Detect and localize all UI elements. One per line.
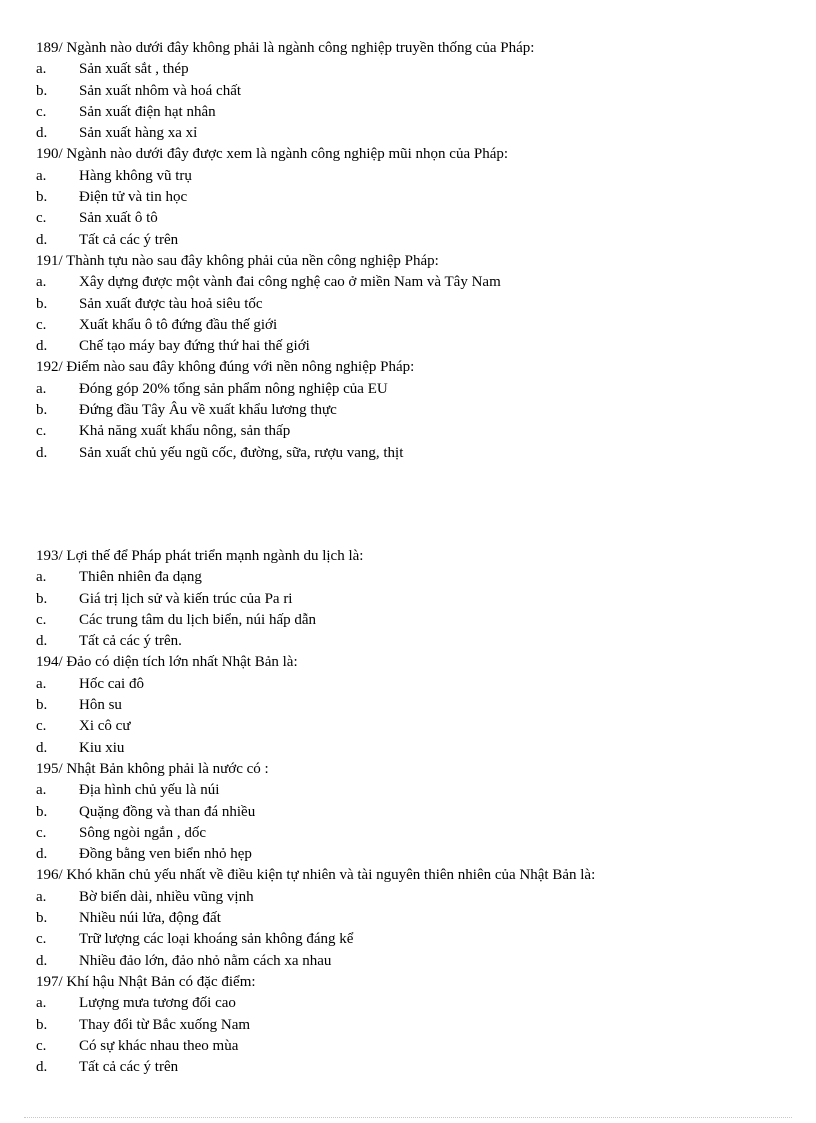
answer-option — [36, 421, 796, 442]
option-text: Trữ lượng các loại khoáng sản không đáng kể — [79, 931, 354, 948]
option-letter: a. — [36, 167, 47, 184]
option-letter: b. — [36, 590, 48, 607]
option-text: Xi cô cư — [79, 718, 131, 735]
option-letter: a. — [36, 61, 47, 78]
option-text: Có sự khác nhau theo mùa — [79, 1037, 239, 1054]
option-letter: a. — [36, 675, 47, 692]
answer-option — [36, 230, 796, 251]
answer-option — [36, 1036, 796, 1057]
question-text: 192/ Điểm nào sau đây không đúng với nền nông nghiệp Pháp: — [36, 359, 415, 376]
answer-option — [36, 674, 796, 695]
option-letter: b. — [36, 189, 48, 206]
option-text: Sản xuất được tàu hoả siêu tốc — [79, 295, 263, 312]
option-letter: c. — [36, 316, 47, 333]
option-letter: b. — [36, 697, 48, 714]
answer-option — [36, 336, 796, 357]
option-letter: a. — [36, 380, 47, 397]
option-letter: b. — [36, 1016, 48, 1033]
option-text: Tất cả các ý trên — [79, 231, 179, 248]
answer-option — [36, 443, 796, 464]
answer-option — [36, 780, 796, 801]
option-letter: d. — [36, 338, 48, 355]
option-text: Các trung tâm du lịch biển, núi hấp dẫn — [79, 611, 317, 628]
question-block-1 — [36, 38, 796, 464]
answer-option — [36, 81, 796, 102]
option-letter: d. — [36, 125, 48, 142]
option-text: Quặng đồng và than đá nhiều — [79, 803, 256, 820]
answer-option — [36, 887, 796, 908]
option-text: Sản xuất nhôm và hoá chất — [79, 82, 242, 99]
option-text: Khả năng xuất khẩu nông, sản thấp — [79, 423, 291, 440]
option-letter: a. — [36, 782, 47, 799]
option-text: Nhiều đảo lớn, đảo nhỏ nằm cách xa nhau — [79, 952, 332, 969]
option-text: Hàng không vũ trụ — [79, 167, 192, 184]
option-letter: a. — [36, 569, 47, 586]
option-letter: a. — [36, 888, 47, 905]
answer-option — [36, 716, 796, 737]
answer-option — [36, 379, 796, 400]
option-letter: c. — [36, 103, 47, 120]
option-text: Giá trị lịch sử và kiến trúc của Pa ri — [79, 590, 293, 607]
answer-option — [36, 567, 796, 588]
question-text: 196/ Khó khăn chủ yếu nhất về điều kiện tự nhiên và tài nguyên thiên nhiên của Nhật Bản là: — [36, 867, 596, 884]
option-text: Tất cả các ý trên. — [79, 633, 182, 650]
answer-option — [36, 610, 796, 631]
question-text: 194/ Đảo có diện tích lớn nhất Nhật Bản là: — [36, 654, 298, 671]
option-text: Đóng góp 20% tổng sản phẩm nông nghiệp của EU — [79, 380, 388, 397]
answer-option — [36, 59, 796, 80]
option-text: Đứng đầu Tây Âu về xuất khẩu lương thực — [79, 402, 337, 419]
option-letter: c. — [36, 210, 47, 227]
question-text: 189/ Ngành nào dưới đây không phải là ngành công nghiệp truyền thống của Pháp: — [36, 40, 535, 56]
answer-option — [36, 695, 796, 716]
option-text: Bờ biển dài, nhiều vũng vịnh — [79, 888, 254, 905]
question-text: 191/ Thành tựu nào sau đây không phải của nền công nghiệp Pháp: — [36, 252, 439, 269]
option-letter: b. — [36, 82, 48, 99]
answer-option — [36, 400, 796, 421]
question-text: 195/ Nhật Bản không phải là nước có : — [36, 760, 269, 777]
question-block-2 — [36, 546, 796, 1078]
option-text: Thay đổi từ Bắc xuống Nam — [79, 1016, 251, 1033]
answer-option — [36, 123, 796, 144]
answer-option — [36, 802, 796, 823]
option-letter: d. — [36, 739, 48, 756]
answer-option — [36, 208, 796, 229]
answer-option — [36, 589, 796, 610]
option-text: Kiu xiu — [79, 739, 125, 756]
option-text: Thiên nhiên đa dạng — [79, 569, 202, 586]
option-letter: a. — [36, 995, 47, 1012]
option-text: Chế tạo máy bay đứng thứ hai thế giới — [79, 338, 310, 355]
question-text: 190/ Ngành nào dưới đây được xem là ngành công nghiệp mũi nhọn của Pháp: — [36, 146, 509, 163]
answer-option — [36, 908, 796, 929]
option-letter: d. — [36, 444, 48, 461]
option-letter: d. — [36, 1059, 48, 1076]
option-letter: c. — [36, 611, 47, 628]
option-text: Xây dựng được một vành đai công nghệ cao ở miền Nam và Tây Nam — [79, 274, 501, 291]
option-letter: b. — [36, 295, 48, 312]
option-letter: d. — [36, 633, 48, 650]
answer-option — [36, 631, 796, 652]
answer-option — [36, 823, 796, 844]
option-text: Sản xuất hàng xa xỉ — [79, 125, 198, 142]
option-text: Nhiều núi lửa, động đất — [79, 910, 221, 927]
question-text: 197/ Khí hậu Nhật Bản có đặc điểm: — [36, 973, 256, 990]
option-text: Sản xuất sắt , thép — [79, 61, 189, 78]
answer-option — [36, 951, 796, 972]
answer-option — [36, 738, 796, 759]
answer-option — [36, 102, 796, 123]
answer-option — [36, 1057, 796, 1078]
option-text: Xuất khẩu ô tô đứng đầu thế giới — [79, 316, 278, 333]
option-text: Sông ngòi ngắn , dốc — [79, 824, 207, 841]
option-letter: c. — [36, 931, 47, 948]
option-letter: d. — [36, 952, 48, 969]
option-text: Tất cả các ý trên — [79, 1059, 179, 1076]
answer-option — [36, 1015, 796, 1036]
answer-option — [36, 844, 796, 865]
option-text: Sản xuất ô tô — [79, 210, 158, 227]
answer-option — [36, 294, 796, 315]
option-letter: c. — [36, 824, 47, 841]
option-text: Hốc cai đô — [79, 675, 144, 692]
question-text: 193/ Lợi thế để Pháp phát triển mạnh ngành du lịch là: — [36, 548, 364, 564]
answer-option — [36, 187, 796, 208]
option-text: Hôn su — [79, 697, 122, 714]
option-letter: c. — [36, 1037, 47, 1054]
page-bottom-divider — [24, 1117, 792, 1118]
option-text: Điện tử và tin học — [79, 189, 188, 206]
answer-option — [36, 166, 796, 187]
option-text: Địa hình chủ yếu là núi — [79, 782, 220, 799]
option-text: Lượng mưa tương đối cao — [79, 995, 236, 1012]
option-text: Đồng bằng ven biển nhỏ hẹp — [79, 846, 252, 863]
option-text: Sản xuất điện hạt nhân — [79, 103, 216, 120]
option-letter: b. — [36, 402, 48, 419]
option-letter: c. — [36, 718, 47, 735]
option-letter: d. — [36, 846, 48, 863]
answer-option — [36, 929, 796, 950]
option-letter: d. — [36, 231, 48, 248]
answer-option — [36, 315, 796, 336]
option-letter: a. — [36, 274, 47, 291]
option-text: Sản xuất chủ yếu ngũ cốc, đường, sữa, rượu vang, thịt — [79, 444, 404, 461]
option-letter: b. — [36, 910, 48, 927]
option-letter: c. — [36, 423, 47, 440]
option-letter: b. — [36, 803, 48, 820]
answer-option — [36, 993, 796, 1014]
answer-option — [36, 272, 796, 293]
